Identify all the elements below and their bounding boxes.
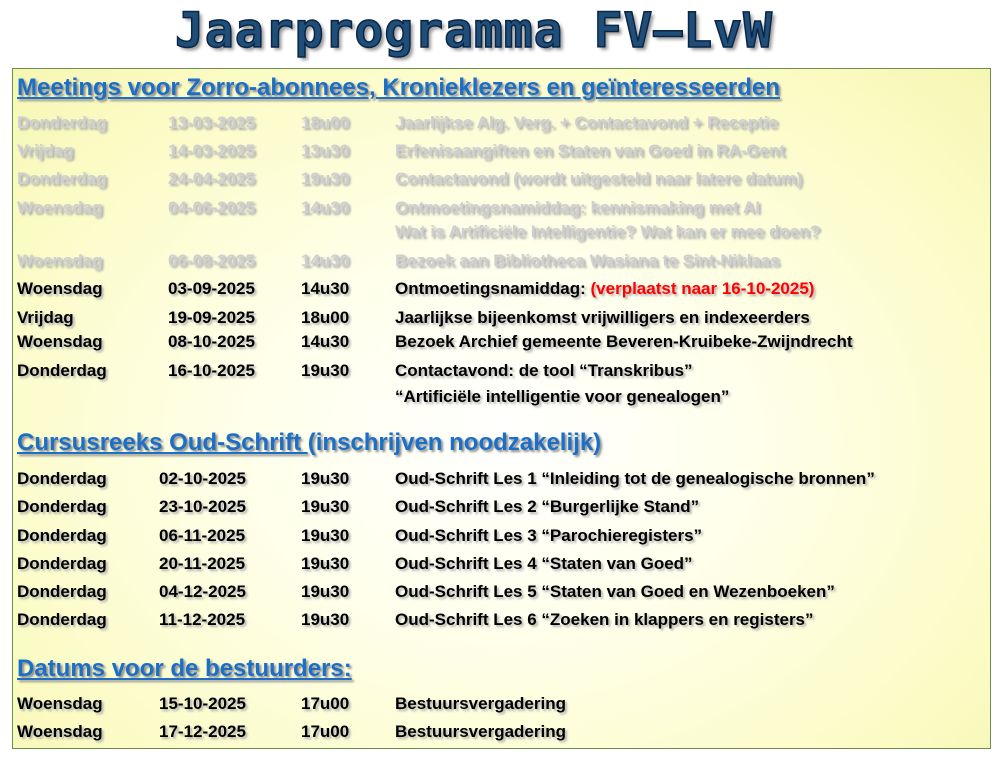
meeting-row-continuation: [13, 385, 988, 409]
event-day: Woensdag: [17, 332, 103, 351]
event-description: Oud-Schrift Les 4 “Staten van Goed”: [395, 554, 693, 573]
meeting-row: [13, 330, 988, 354]
event-date: 13-03-2025: [168, 113, 255, 132]
board-row: [13, 692, 988, 716]
event-day: Woensdag: [17, 279, 103, 298]
event-day: Donderdag: [17, 610, 107, 629]
event-date: 19-09-2025: [168, 308, 255, 327]
event-date: 16-10-2025: [168, 361, 255, 380]
course-row: [13, 467, 988, 491]
event-time: 17u00: [301, 722, 350, 741]
event-description: Oud-Schrift Les 1 “Inleiding tot de genealogische bronnen”: [395, 469, 875, 488]
event-date: 04-06-2025: [168, 198, 255, 217]
meeting-row: [13, 196, 988, 220]
event-date: 06-11-2025: [159, 526, 246, 545]
event-day: Vrijdag: [17, 308, 74, 327]
event-date: 15-10-2025: [159, 694, 246, 713]
program-panel: [12, 68, 991, 749]
page-title: Jaarprogramma FV–LvW: [175, 3, 773, 59]
board-section-title: Datums voor de bestuurders:: [17, 655, 352, 682]
event-day: Donderdag: [17, 113, 107, 132]
event-date: 08-10-2025: [168, 332, 255, 351]
event-date: 02-10-2025: [159, 469, 246, 488]
event-date: 04-12-2025: [159, 582, 246, 601]
event-description: Jaarlijkse Alg. Verg. + Contactavond + Receptie: [395, 113, 778, 132]
postponed-note: (verplaatst naar 16-10-2025): [585, 279, 815, 298]
event-description: “Artificiële intelligentie voor genealogen”: [395, 387, 730, 406]
event-day: Donderdag: [17, 526, 107, 545]
meeting-row: [13, 249, 988, 273]
meeting-row-continuation: [13, 220, 988, 244]
event-day: Donderdag: [17, 582, 107, 601]
event-description: Oud-Schrift Les 6 “Zoeken in klappers en registers”: [395, 610, 814, 629]
event-day: Donderdag: [17, 469, 107, 488]
event-date: 11-12-2025: [159, 610, 246, 629]
meetings-section-title: Meetings voor Zorro-abonnees, Kronieklezers en geïnteresseerden: [17, 74, 780, 101]
course-row: [13, 608, 988, 632]
event-time: 14u30: [301, 279, 350, 298]
event-date: 14-03-2025: [168, 141, 255, 160]
event-day: Vrijdag: [17, 141, 74, 160]
meeting-row: [13, 167, 988, 191]
event-description: Erfenisaangiften en Staten van Goed in RA-Gent: [395, 141, 786, 160]
meeting-row: [13, 139, 988, 163]
event-day: Woensdag: [17, 251, 103, 270]
event-description: Oud-Schrift Les 2 “Burgerlijke Stand”: [395, 497, 700, 516]
course-row: [13, 495, 988, 519]
event-description: Contactavond (wordt uitgesteld naar latere datum): [395, 169, 803, 188]
event-date: 03-09-2025: [168, 279, 255, 298]
event-day: Donderdag: [17, 554, 107, 573]
course-row: [13, 552, 988, 576]
event-time: 14u30: [301, 198, 350, 217]
event-day: Donderdag: [17, 361, 107, 380]
meeting-row: [13, 111, 988, 135]
event-day: Woensdag: [17, 694, 103, 713]
event-description: Bezoek aan Bibliotheca Wasiana te Sint-Niklaas: [395, 251, 780, 270]
event-description: Bezoek Archief gemeente Beveren-Kruibeke-Zwijndrecht: [395, 332, 853, 351]
meeting-row: [13, 359, 988, 383]
event-time: 18u00: [301, 113, 350, 132]
meeting-row: [13, 306, 988, 330]
event-time: 19u30: [301, 610, 350, 629]
course-row: [13, 524, 988, 548]
event-day: Donderdag: [17, 169, 107, 188]
board-row: [13, 720, 988, 744]
event-time: 19u30: [301, 526, 350, 545]
event-time: 19u30: [301, 497, 350, 516]
event-time: 14u30: [301, 251, 350, 270]
event-time: 14u30: [301, 332, 350, 351]
event-date: 17-12-2025: [159, 722, 246, 741]
event-description: Bestuursvergadering: [395, 694, 566, 713]
event-description: Wat is Artificiële Intelligentie? Wat kan er mee doen?: [395, 222, 821, 241]
event-time: 13u30: [301, 141, 350, 160]
event-description: Ontmoetingsnamiddag: kennismaking met AI: [395, 198, 760, 217]
event-date: 20-11-2025: [159, 554, 246, 573]
event-description: Contactavond: de tool “Transkribus”: [395, 361, 693, 380]
event-description-text: Ontmoetingsnamiddag:: [395, 279, 586, 298]
event-time: 19u30: [301, 469, 350, 488]
event-time: 19u30: [301, 361, 350, 380]
event-time: 19u30: [301, 582, 350, 601]
event-date: 23-10-2025: [159, 497, 246, 516]
event-time: 19u30: [301, 169, 350, 188]
event-day: Woensdag: [17, 722, 103, 741]
event-time: 17u00: [301, 694, 350, 713]
course-row: [13, 580, 988, 604]
course-section-title: Cursusreeks Oud-Schrift (inschrijven noodzakelijk): [17, 429, 602, 456]
meeting-row: [13, 277, 988, 301]
event-day: Woensdag: [17, 198, 103, 217]
event-description: Oud-Schrift Les 3 “Parochieregisters”: [395, 526, 703, 545]
event-description: [395, 277, 814, 301]
event-time: 19u30: [301, 554, 350, 573]
event-date: 24-04-2025: [168, 169, 255, 188]
event-time: 18u00: [301, 308, 350, 327]
event-description: Bestuursvergadering: [395, 722, 566, 741]
event-day: Donderdag: [17, 497, 107, 516]
event-description: Jaarlijkse bijeenkomst vrijwilligers en indexeerders: [395, 308, 810, 327]
event-description: Oud-Schrift Les 5 “Staten van Goed en Wezenboeken”: [395, 582, 835, 601]
event-date: 06-08-2025: [168, 251, 255, 270]
